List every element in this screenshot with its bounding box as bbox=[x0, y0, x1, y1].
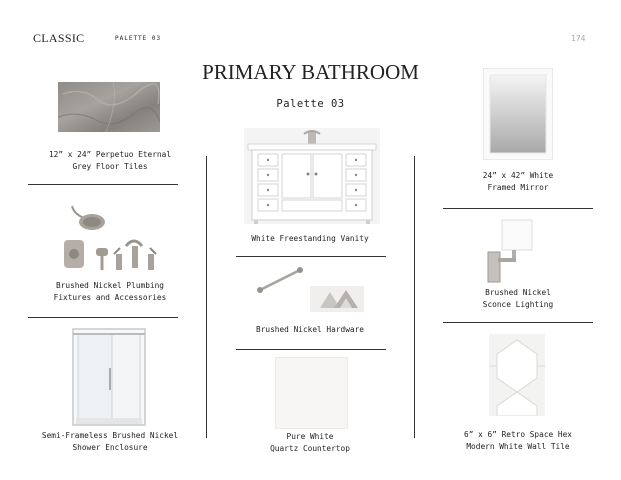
left-divider-2 bbox=[28, 317, 178, 318]
countertop-caption: Pure White Quartz Countertop bbox=[270, 432, 350, 453]
page-title: PRIMARY BATHROOM bbox=[202, 60, 419, 84]
center-divider-1 bbox=[236, 256, 386, 257]
plumbing-fixtures-image bbox=[58, 200, 158, 276]
floor-tile-caption: 12” x 24” Perpetuo Eternal Grey Floor Tiles bbox=[48, 150, 172, 171]
left-divider-1 bbox=[28, 184, 178, 185]
floor-tile-image bbox=[58, 82, 160, 132]
shower-caption: Semi-Frameless Brushed Nickel Shower Enclosure bbox=[41, 431, 179, 452]
hardware-image bbox=[256, 264, 368, 314]
column-divider-right bbox=[414, 156, 415, 438]
vanity-caption: White Freestanding Vanity bbox=[251, 234, 369, 243]
countertop-swatch bbox=[275, 357, 348, 429]
wall-tile-caption: 6” x 6” Retro Space Hex Modern White Wall Tile bbox=[464, 430, 572, 451]
brand-label: CLASSIC bbox=[33, 31, 85, 45]
right-divider-1 bbox=[443, 208, 593, 209]
mirror-caption: 24” x 42” White Framed Mirror bbox=[482, 171, 554, 192]
shower-enclosure-image bbox=[72, 328, 146, 426]
sconce-image bbox=[484, 218, 536, 284]
vanity-image bbox=[244, 128, 380, 224]
hardware-caption: Brushed Nickel Hardware bbox=[256, 325, 364, 334]
sconce-caption: Brushed Nickel Sconce Lighting bbox=[482, 288, 554, 309]
right-divider-2 bbox=[443, 322, 593, 323]
mirror-image bbox=[483, 68, 553, 160]
page-number: 174 bbox=[571, 34, 586, 43]
plumbing-caption: Brushed Nickel Plumbing Fixtures and Accessories bbox=[53, 281, 167, 302]
column-divider-left bbox=[206, 156, 207, 438]
wall-tile-image bbox=[489, 334, 545, 416]
palette-tag: PALETTE 03 bbox=[115, 35, 162, 42]
center-divider-2 bbox=[236, 349, 386, 350]
page-subtitle: Palette 03 bbox=[276, 98, 345, 110]
